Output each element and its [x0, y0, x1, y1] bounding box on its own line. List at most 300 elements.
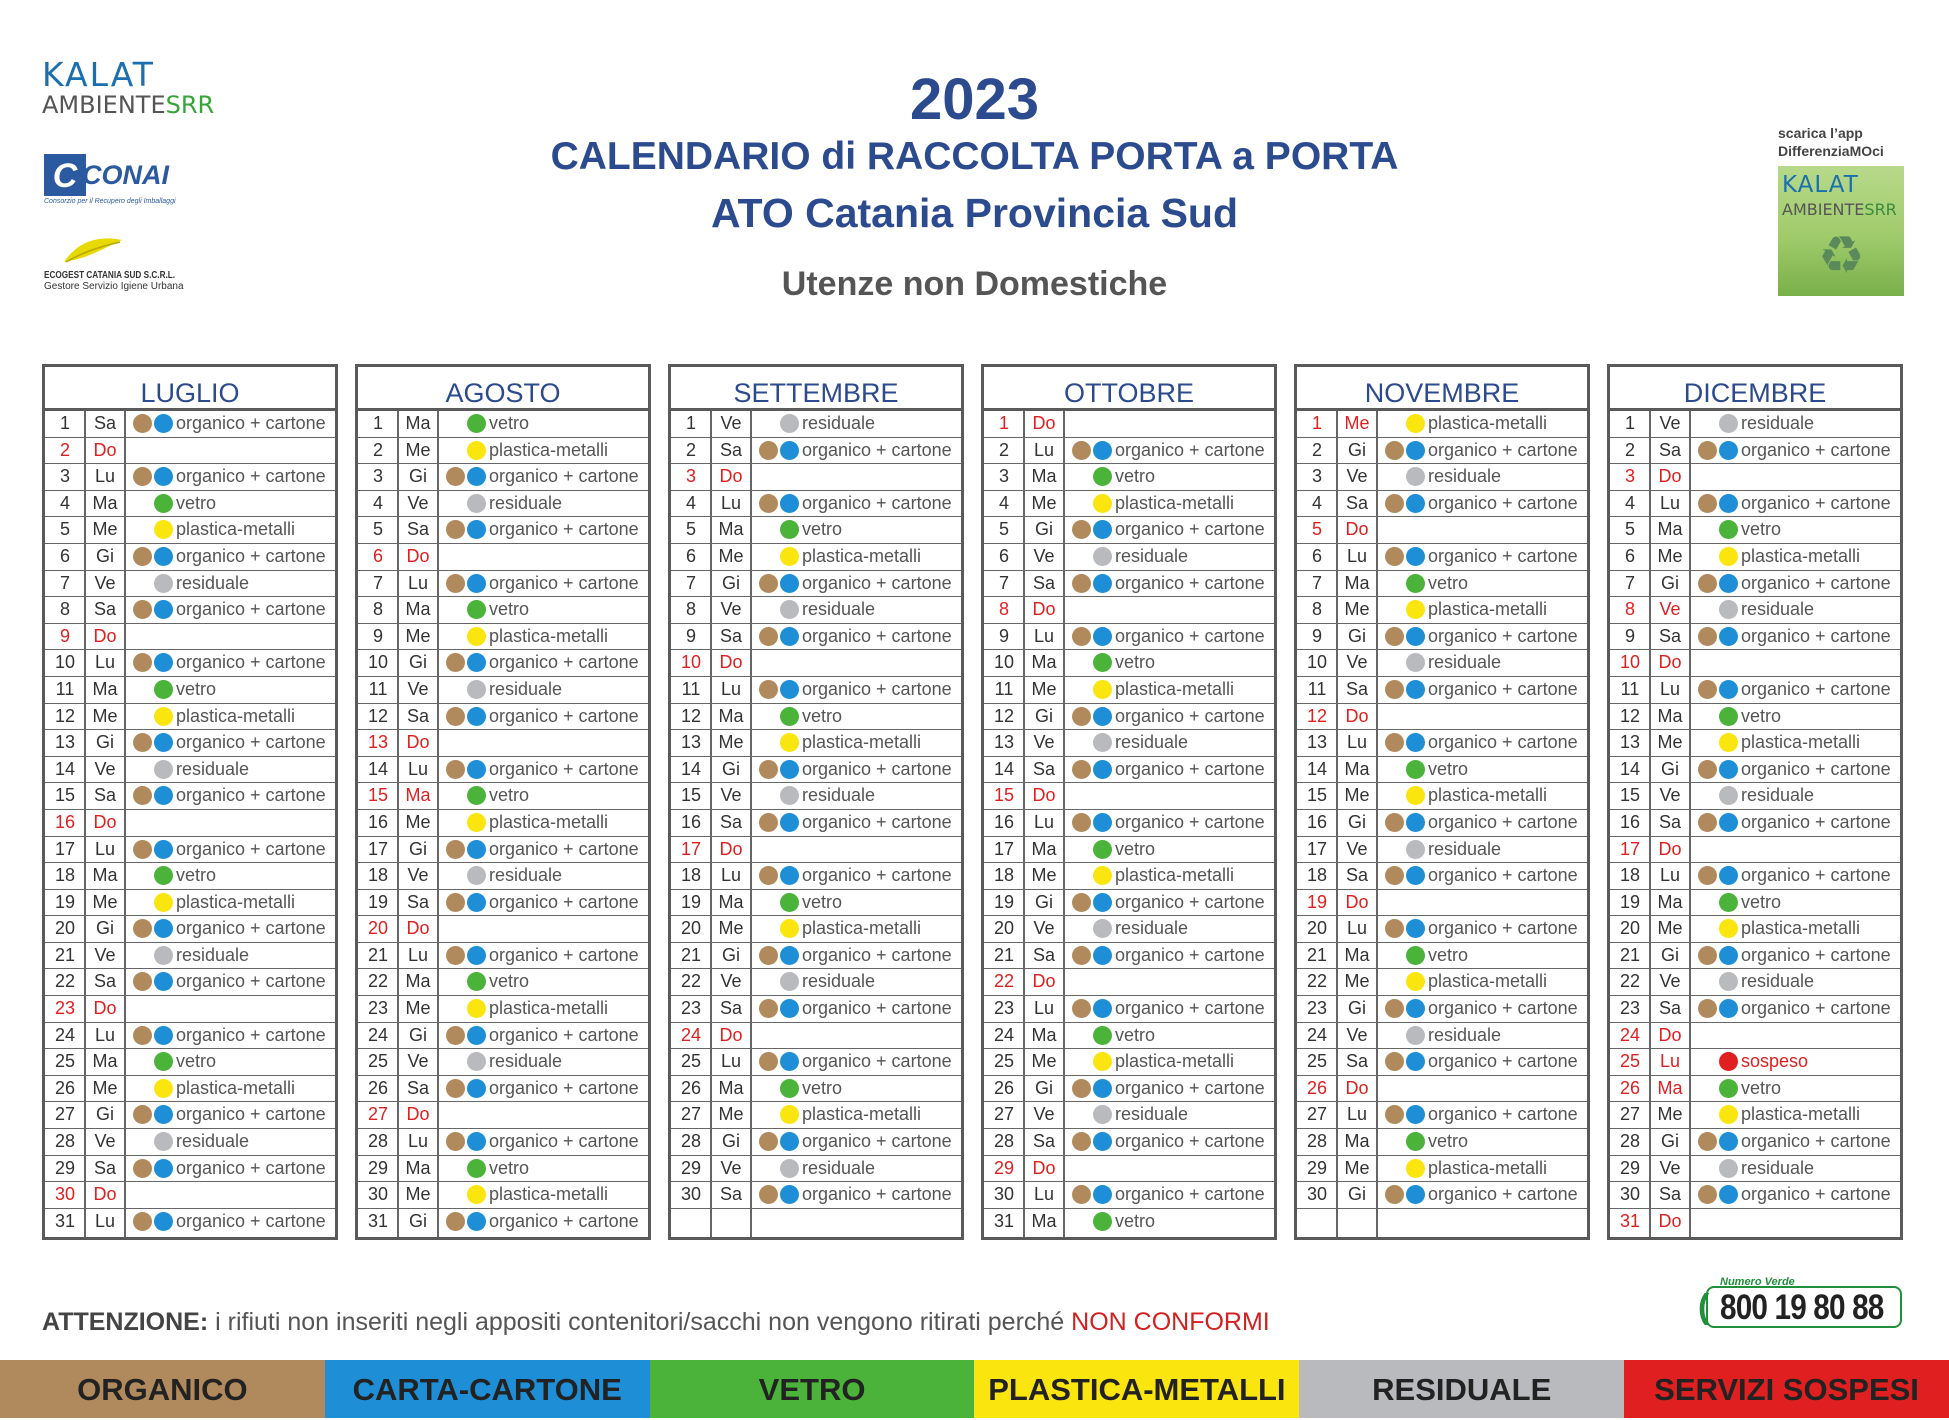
month-title: NOVEMBRE — [1297, 367, 1587, 411]
conai-subtitle: Consorzio per il Recupero degli Imballaggi — [44, 198, 176, 205]
waste-dots — [759, 733, 801, 753]
day-row — [358, 438, 648, 465]
waste-type-label: organico + cartone — [1428, 1051, 1578, 1072]
residuale-dot-icon — [154, 1132, 173, 1151]
day-name: Do — [93, 439, 117, 460]
day-number: 8 — [998, 599, 1009, 620]
day-number: 5 — [998, 519, 1009, 540]
waste-type-label: vetro — [802, 705, 843, 726]
waste-dots — [1072, 547, 1114, 567]
day-number: 11 — [55, 678, 75, 699]
day-row — [1297, 1049, 1587, 1076]
organico-dot-icon — [1072, 520, 1091, 539]
day-name: Lu — [407, 1131, 429, 1152]
organico-dot-icon — [1385, 1185, 1404, 1204]
waste-dots — [759, 494, 801, 514]
day-row — [984, 624, 1274, 651]
day-row — [984, 810, 1274, 837]
waste-type-label: plastica-metalli — [176, 519, 296, 540]
day-number: 30 — [1619, 1184, 1641, 1205]
day-row — [671, 491, 961, 518]
day-name: Sa — [719, 998, 743, 1019]
day-number: 16 — [1306, 811, 1328, 832]
day-number: 7 — [998, 572, 1009, 593]
waste-dots — [759, 1185, 801, 1205]
carta-dot-icon — [467, 1212, 486, 1231]
day-name: Lu — [407, 944, 429, 965]
day-number: 11 — [1307, 678, 1327, 699]
warning-label: ATTENZIONE: — [42, 1308, 209, 1336]
vetro-dot-icon — [1406, 946, 1425, 965]
day-name: Do — [1345, 705, 1369, 726]
waste-dots — [133, 414, 175, 434]
day-name: Do — [406, 545, 430, 566]
toll-free-label: Numero Verde — [1720, 1276, 1795, 1288]
toll-free-number[interactable] — [1698, 1276, 1906, 1330]
day-number: 2 — [59, 439, 70, 460]
waste-type-label: plastica-metalli — [1741, 732, 1861, 753]
organico-dot-icon — [1385, 494, 1404, 513]
day-name: Gi — [409, 1210, 427, 1231]
day-number: 30 — [54, 1184, 76, 1205]
day-name: Sa — [93, 1157, 117, 1178]
day-number: 12 — [367, 705, 389, 726]
vetro-dot-icon — [1093, 1212, 1112, 1231]
app-icon-ambiente: AMBIENTESRR — [1782, 200, 1897, 219]
waste-dots — [133, 1159, 175, 1179]
waste-type-label: organico + cartone — [802, 998, 952, 1019]
waste-type-label: residuale — [176, 1131, 250, 1152]
day-name: Sa — [1345, 678, 1369, 699]
waste-dots — [446, 972, 488, 992]
waste-type-label: organico + cartone — [1428, 998, 1578, 1019]
day-name: Ma — [1031, 652, 1057, 673]
waste-dots — [759, 520, 801, 540]
day-name: Ma — [718, 519, 744, 540]
waste-type-label: vetro — [802, 1077, 843, 1098]
carta-dot-icon — [467, 760, 486, 779]
day-number: 27 — [680, 1104, 702, 1125]
carta-dot-icon — [467, 467, 486, 486]
waste-dots — [1698, 520, 1740, 540]
carta-dot-icon — [1406, 733, 1425, 752]
carta-dot-icon — [780, 680, 799, 699]
waste-type-label: organico + cartone — [176, 838, 326, 859]
waste-dots — [1385, 1159, 1427, 1179]
day-row — [1297, 890, 1587, 917]
day-name: Me — [1344, 971, 1370, 992]
organico-dot-icon — [1385, 627, 1404, 646]
waste-type-label: organico + cartone — [802, 1131, 952, 1152]
organico-dot-icon — [446, 1132, 465, 1151]
day-row — [1297, 650, 1587, 677]
carta-dot-icon — [154, 547, 173, 566]
vetro-dot-icon — [780, 707, 799, 726]
day-name: Ma — [718, 891, 744, 912]
waste-dots — [1385, 919, 1427, 939]
waste-dots — [446, 786, 488, 806]
carta-dot-icon — [1093, 813, 1112, 832]
phone-icon: ( — [1698, 1288, 1710, 1326]
plastica-dot-icon — [1093, 680, 1112, 699]
day-number: 7 — [1311, 572, 1322, 593]
day-number: 14 — [1619, 758, 1641, 779]
page-subtitle-users: Utenze non Domestiche — [781, 265, 1168, 303]
day-name: Me — [1344, 1157, 1370, 1178]
day-row — [1610, 1129, 1900, 1156]
day-row — [358, 890, 648, 917]
day-row — [358, 571, 648, 598]
day-name: Ma — [405, 785, 431, 806]
day-number: 9 — [1624, 625, 1635, 646]
day-name: Me — [92, 519, 118, 540]
day-row — [1610, 411, 1900, 438]
carta-dot-icon — [1406, 866, 1425, 885]
day-name: Ve — [1033, 1104, 1055, 1125]
day-name: Lu — [720, 678, 742, 699]
day-row — [358, 650, 648, 677]
day-name: Ma — [92, 492, 118, 513]
organico-dot-icon — [446, 840, 465, 859]
residuale-dot-icon — [1093, 1105, 1112, 1124]
day-row — [1297, 783, 1587, 810]
waste-dots — [759, 946, 801, 966]
waste-type-label: organico + cartone — [802, 944, 952, 965]
day-row — [358, 677, 648, 704]
day-row — [671, 624, 961, 651]
carta-dot-icon — [154, 600, 173, 619]
day-row — [358, 1049, 648, 1076]
day-name: Ma — [405, 971, 431, 992]
day-name: Ve — [1033, 918, 1055, 939]
plastica-dot-icon — [154, 520, 173, 539]
waste-dots — [1698, 441, 1740, 461]
waste-dots — [1072, 1212, 1114, 1232]
day-row — [1610, 1156, 1900, 1183]
organico-dot-icon — [1385, 733, 1404, 752]
day-name: Lu — [1659, 1051, 1681, 1072]
waste-type-label: organico + cartone — [1115, 625, 1265, 646]
day-number: 14 — [993, 758, 1015, 779]
organico-dot-icon — [1698, 813, 1717, 832]
day-name: Ve — [720, 1157, 742, 1178]
day-number: 24 — [54, 1024, 76, 1045]
day-row — [1610, 650, 1900, 677]
day-number: 25 — [54, 1051, 76, 1072]
waste-type-label: plastica-metalli — [802, 918, 922, 939]
waste-type-label: vetro — [489, 1157, 530, 1178]
residuale-dot-icon — [1719, 1159, 1738, 1178]
waste-dots — [446, 494, 488, 514]
waste-dots — [446, 1079, 488, 1099]
residuale-dot-icon — [1093, 547, 1112, 566]
waste-dots — [1698, 547, 1740, 567]
app-promo-line2: DifferenziaMOci — [1778, 143, 1884, 159]
waste-type-label: organico + cartone — [1741, 1131, 1891, 1152]
waste-dots — [759, 1159, 801, 1179]
day-row — [45, 411, 335, 438]
day-name: Gi — [1661, 572, 1679, 593]
organico-dot-icon — [133, 547, 152, 566]
day-name: Do — [93, 1184, 117, 1205]
waste-dots — [1698, 600, 1740, 620]
waste-dots — [133, 653, 175, 673]
day-number: 4 — [1311, 492, 1322, 513]
day-number: 19 — [1619, 891, 1641, 912]
waste-type-label: organico + cartone — [802, 439, 952, 460]
day-row — [984, 1049, 1274, 1076]
day-name: Gi — [1348, 625, 1366, 646]
day-number: 28 — [680, 1131, 702, 1152]
waste-type-label: organico + cartone — [1115, 1077, 1265, 1098]
day-row — [1297, 624, 1587, 651]
waste-type-label: organico + cartone — [802, 625, 952, 646]
waste-dots — [759, 441, 801, 461]
app-promo[interactable] — [1778, 124, 1908, 296]
day-number: 3 — [59, 466, 70, 487]
day-number: 12 — [1306, 705, 1328, 726]
carta-dot-icon — [1719, 441, 1738, 460]
day-number: 8 — [1311, 599, 1322, 620]
waste-type-label: organico + cartone — [176, 545, 326, 566]
day-row — [984, 916, 1274, 943]
day-row — [45, 783, 335, 810]
app-icon[interactable] — [1778, 166, 1904, 296]
day-row — [1610, 1023, 1900, 1050]
carta-dot-icon — [154, 840, 173, 859]
day-number: 26 — [680, 1077, 702, 1098]
waste-dots — [759, 786, 801, 806]
residuale-dot-icon — [154, 574, 173, 593]
day-row — [1297, 996, 1587, 1023]
day-name: Do — [406, 732, 430, 753]
day-number: 22 — [1619, 971, 1641, 992]
day-name: Do — [1032, 971, 1056, 992]
day-number: 6 — [1624, 545, 1635, 566]
day-number: 29 — [1619, 1157, 1641, 1178]
day-number: 31 — [54, 1210, 76, 1231]
month-title: LUGLIO — [45, 367, 335, 411]
residuale-dot-icon — [1719, 786, 1738, 805]
waste-dots — [1072, 999, 1114, 1019]
day-number: 1 — [59, 413, 70, 433]
waste-dots — [1072, 1185, 1114, 1205]
day-row — [358, 1023, 648, 1050]
organico-dot-icon — [1072, 999, 1091, 1018]
day-number: 9 — [1311, 625, 1322, 646]
waste-dots — [759, 627, 801, 647]
day-row — [45, 491, 335, 518]
warning-note — [42, 1308, 1270, 1337]
waste-type-label: residuale — [176, 572, 250, 593]
day-row — [45, 624, 335, 651]
day-name: Ma — [1344, 572, 1370, 593]
day-number: 26 — [367, 1077, 389, 1098]
day-number: 5 — [59, 519, 70, 540]
day-row — [358, 491, 648, 518]
waste-type-label: residuale — [1428, 652, 1502, 673]
day-name: Ma — [1657, 891, 1683, 912]
day-row — [1610, 783, 1900, 810]
day-number: 26 — [54, 1077, 76, 1098]
page-subtitle-area: ATO Catania Provincia Sud — [710, 190, 1239, 236]
day-name: Ma — [92, 678, 118, 699]
waste-dots — [133, 707, 175, 727]
day-row — [1297, 571, 1587, 598]
day-number: 10 — [367, 652, 389, 673]
waste-dots — [446, 1026, 488, 1046]
organico-dot-icon — [759, 1052, 778, 1071]
carta-dot-icon — [1093, 574, 1112, 593]
carta-dot-icon — [467, 946, 486, 965]
day-name: Me — [1657, 1104, 1683, 1125]
waste-type-label: organico + cartone — [802, 865, 952, 886]
day-number: 5 — [372, 519, 383, 540]
waste-dots — [759, 414, 801, 434]
day-row — [358, 1102, 648, 1129]
day-number: 13 — [367, 732, 389, 753]
waste-dots — [133, 1132, 175, 1152]
waste-dots — [133, 1052, 175, 1072]
organico-dot-icon — [446, 1212, 465, 1231]
waste-type-label: vetro — [1115, 652, 1156, 673]
waste-type-label: plastica-metalli — [1741, 918, 1861, 939]
waste-type-label: residuale — [1115, 545, 1189, 566]
day-name: Me — [718, 545, 744, 566]
day-row — [45, 677, 335, 704]
waste-dots — [1385, 1105, 1427, 1125]
plastica-dot-icon — [780, 1105, 799, 1124]
day-number: 25 — [1306, 1051, 1328, 1072]
day-name: Ma — [718, 705, 744, 726]
waste-type-label: plastica-metalli — [1741, 1104, 1861, 1125]
carta-dot-icon — [467, 893, 486, 912]
organico-dot-icon — [1072, 627, 1091, 646]
day-row — [45, 969, 335, 996]
day-name: Gi — [96, 732, 114, 753]
day-row — [1297, 863, 1587, 890]
day-name: Lu — [94, 466, 116, 487]
day-number: 18 — [54, 865, 76, 886]
vetro-dot-icon — [154, 1052, 173, 1071]
waste-dots — [1698, 786, 1740, 806]
carta-dot-icon — [1719, 946, 1738, 965]
day-number: 19 — [993, 891, 1015, 912]
waste-type-label: residuale — [176, 944, 250, 965]
waste-type-label: residuale — [1741, 785, 1815, 806]
plastica-dot-icon — [1719, 919, 1738, 938]
organico-dot-icon — [1072, 441, 1091, 460]
plastica-dot-icon — [467, 627, 486, 646]
waste-type-label: organico + cartone — [802, 1184, 952, 1205]
waste-dots — [133, 574, 175, 594]
plastica-dot-icon — [154, 1079, 173, 1098]
waste-type-label: organico + cartone — [176, 732, 326, 753]
day-row — [1297, 411, 1587, 438]
day-number: 7 — [685, 572, 696, 593]
day-name: Lu — [94, 1210, 116, 1231]
day-name: Sa — [1345, 1051, 1369, 1072]
day-row — [671, 597, 961, 624]
carta-dot-icon — [154, 733, 173, 752]
waste-dots — [1698, 760, 1740, 780]
legend-plastica-metalli: PLASTICA-METALLI — [974, 1360, 1299, 1418]
day-name: Ve — [1659, 413, 1681, 433]
day-name: Ma — [1031, 1024, 1057, 1045]
waste-dots — [133, 893, 175, 913]
day-name: Gi — [722, 758, 740, 779]
waste-dots — [759, 919, 801, 939]
waste-dots — [1385, 547, 1427, 567]
waste-dots — [446, 653, 488, 673]
day-row — [358, 783, 648, 810]
day-row — [671, 411, 961, 438]
day-name: Sa — [1345, 865, 1369, 886]
waste-type-label: plastica-metalli — [176, 1077, 296, 1098]
carta-dot-icon — [467, 1132, 486, 1151]
waste-type-label: residuale — [802, 599, 876, 620]
waste-dots — [1698, 733, 1740, 753]
day-number: 11 — [1620, 678, 1640, 699]
month-title: SETTEMBRE — [671, 367, 961, 411]
day-name: Sa — [406, 519, 430, 540]
day-name: Gi — [96, 1104, 114, 1125]
legend-bar — [0, 1360, 1949, 1418]
day-name: Ve — [1659, 599, 1681, 620]
waste-type-label: organico + cartone — [176, 918, 326, 939]
day-row — [1297, 1156, 1587, 1183]
day-name: Sa — [719, 811, 743, 832]
organico-dot-icon — [1072, 1185, 1091, 1204]
day-number: 27 — [1619, 1104, 1641, 1125]
day-number: 24 — [993, 1024, 1015, 1045]
day-name: Lu — [1346, 732, 1368, 753]
waste-dots — [1385, 999, 1427, 1019]
day-row — [1297, 597, 1587, 624]
day-number: 15 — [1306, 785, 1328, 806]
waste-dots — [759, 680, 801, 700]
waste-type-label: vetro — [1741, 1077, 1782, 1098]
waste-dots — [133, 786, 175, 806]
vetro-dot-icon — [154, 866, 173, 885]
vetro-dot-icon — [780, 520, 799, 539]
carta-dot-icon — [1406, 1105, 1425, 1124]
day-name: Ve — [1346, 838, 1368, 859]
day-number: 18 — [1306, 865, 1328, 886]
day-name: Me — [92, 1077, 118, 1098]
day-number: 3 — [372, 466, 383, 487]
day-row — [984, 1129, 1274, 1156]
day-number: 20 — [993, 918, 1015, 939]
day-name: Lu — [720, 865, 742, 886]
residuale-dot-icon — [780, 414, 799, 433]
day-row — [45, 1129, 335, 1156]
day-name: Ve — [720, 971, 742, 992]
waste-type-label: vetro — [489, 599, 530, 620]
day-name: Lu — [407, 758, 429, 779]
day-row — [1610, 863, 1900, 890]
waste-dots — [133, 919, 175, 939]
waste-dots — [1698, 574, 1740, 594]
app-icon-kalat: KALAT — [1782, 172, 1859, 198]
waste-dots — [446, 1052, 488, 1072]
day-number: 17 — [1619, 838, 1641, 859]
day-name: Do — [719, 838, 743, 859]
day-row — [45, 943, 335, 970]
waste-type-label: plastica-metalli — [1741, 545, 1861, 566]
day-name: Lu — [94, 652, 116, 673]
waste-type-label: vetro — [1741, 891, 1782, 912]
